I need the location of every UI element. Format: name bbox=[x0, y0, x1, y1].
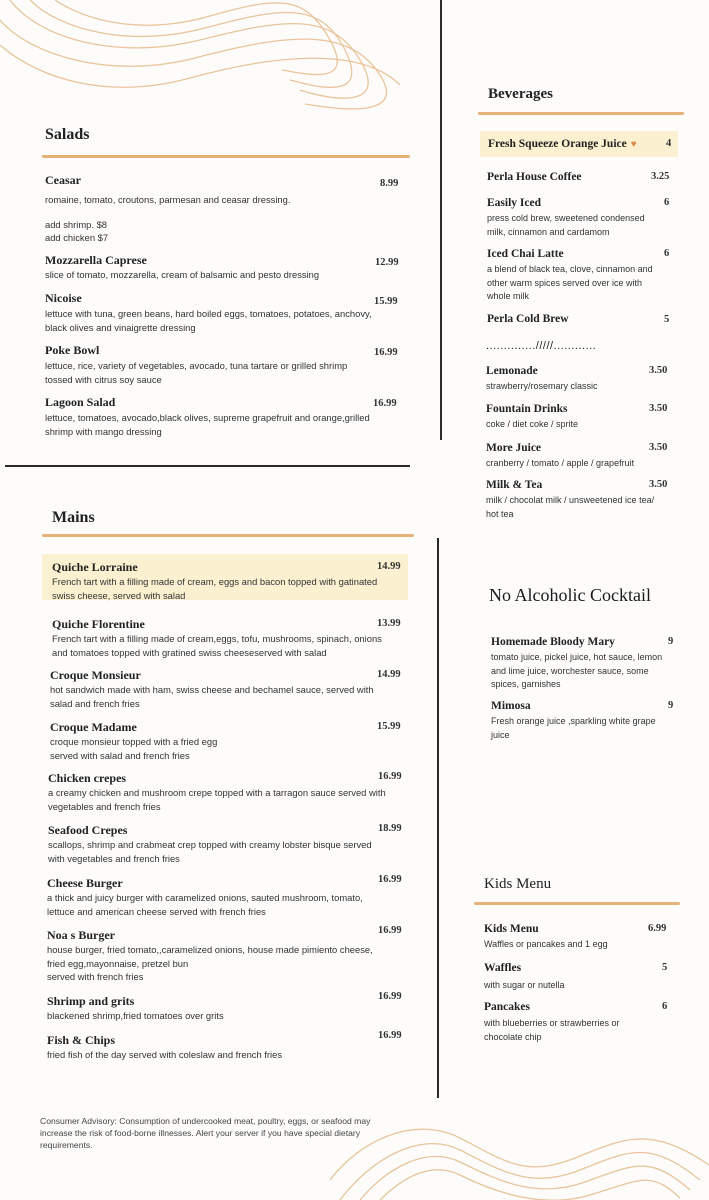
salad-item-nicoise bbox=[45, 291, 400, 334]
item-price: 4 bbox=[666, 138, 672, 149]
item-extra: add chicken $7 bbox=[45, 232, 109, 243]
bev-item-house-coffee bbox=[487, 170, 672, 185]
item-name: Ceasar bbox=[45, 173, 81, 187]
item-desc: milk / chocolat milk / unsweetened ice tea/ bbox=[486, 495, 655, 505]
item-price: 16.99 bbox=[378, 991, 402, 1002]
item-desc: black olives and vinaigrette dressing bbox=[45, 321, 196, 333]
item-name: Croque Monsieur bbox=[50, 668, 141, 682]
advisory-line: increase the risk of food-borne illnesses. Alert your server if you have special dietary bbox=[40, 1128, 361, 1138]
advisory-line: Consumer Advisory: Consumption of undercooked meat, poultry, eggs, or seafood may bbox=[40, 1116, 371, 1126]
cocktail-item-bloody-mary bbox=[491, 635, 676, 691]
item-name: Homemade Bloody Mary bbox=[491, 636, 615, 648]
item-desc: cranberry / tomato / apple / grapefruit bbox=[486, 458, 635, 468]
bev-item-cold-brew bbox=[487, 312, 672, 327]
item-desc: strawberry/rosemary classic bbox=[486, 381, 598, 391]
main-item-quiche-florentine bbox=[52, 617, 402, 659]
item-name: Iced Chai Latte bbox=[487, 248, 564, 260]
item-name: Quiche Florentine bbox=[52, 617, 145, 631]
cocktails-title: No Alcoholic Cocktail bbox=[489, 585, 651, 605]
item-desc: and tomatoes topped with gratined swiss cheeseserved with salad bbox=[52, 646, 327, 658]
salad-item-ceasar bbox=[45, 173, 400, 245]
salads-title: Salads bbox=[45, 126, 90, 143]
item-name: Cheese Burger bbox=[47, 876, 123, 890]
item-price: 6 bbox=[664, 248, 670, 259]
salad-item-caprese bbox=[45, 253, 400, 282]
main-item-quiche-lorraine bbox=[42, 554, 408, 600]
item-name: Waffles bbox=[484, 962, 522, 974]
item-price: 6.99 bbox=[648, 923, 667, 934]
item-price: 9 bbox=[668, 700, 674, 711]
item-name: Perla Cold Brew bbox=[487, 313, 569, 325]
item-price: 16.99 bbox=[378, 874, 402, 885]
item-price: 3.50 bbox=[649, 403, 668, 414]
item-desc: lettuce and american cheese served with french fries bbox=[47, 905, 266, 917]
item-price: 14.99 bbox=[377, 561, 401, 572]
item-desc: tomato juice, pickel juice, hot sauce, lemon bbox=[491, 652, 663, 662]
item-name: Croque Madame bbox=[50, 720, 137, 734]
item-price: 12.99 bbox=[375, 257, 399, 268]
item-name: Poke Bowl bbox=[45, 343, 100, 357]
heart-icon: ♥ bbox=[630, 139, 637, 150]
item-desc: fried fish of the day served with coleslaw and french fries bbox=[47, 1049, 283, 1060]
item-price: 16.99 bbox=[378, 925, 402, 936]
item-desc: fried egg,mayonnaise, pretzel bun bbox=[47, 957, 189, 969]
kids-title: Kids Menu bbox=[484, 876, 552, 892]
item-name: Milk & Tea bbox=[486, 479, 543, 491]
item-desc: lettuce, rice, variety of vegetables, avocado, tuna tartare or grilled shrimp bbox=[45, 360, 348, 371]
contour-decoration-top bbox=[0, 0, 440, 110]
item-desc: other warm spices served over ice with bbox=[487, 277, 643, 288]
beverages-separator: ............../////............ bbox=[486, 340, 597, 352]
item-name: Lagoon Salad bbox=[45, 395, 116, 409]
main-item-chicken-crepes bbox=[48, 771, 400, 813]
kids-item-kids-menu bbox=[484, 922, 674, 951]
item-price: 15.99 bbox=[377, 721, 401, 732]
item-price: 6 bbox=[662, 1001, 668, 1012]
item-name: Seafood Crepes bbox=[48, 823, 128, 837]
item-price: 16.99 bbox=[378, 1030, 402, 1041]
item-desc: juice bbox=[491, 729, 510, 740]
beverages-title: Beverages bbox=[488, 86, 553, 102]
item-name-text: Fresh Squeeze Orange Juice bbox=[488, 138, 627, 150]
item-desc: press cold brew, sweetened condensed bbox=[487, 213, 645, 223]
item-name: Kids Menu bbox=[484, 923, 539, 935]
item-name: Nicoise bbox=[45, 291, 82, 305]
item-price: 16.99 bbox=[373, 398, 397, 409]
bev-item-iced-chai bbox=[487, 247, 672, 303]
item-desc: swiss cheese, served with salad bbox=[52, 589, 186, 601]
item-desc: with blueberries or strawberries or bbox=[484, 1018, 620, 1028]
item-name: Fountain Drinks bbox=[486, 403, 568, 415]
item-name: Noa s Burger bbox=[47, 928, 115, 942]
salad-item-poke-bowl bbox=[45, 343, 400, 386]
item-desc: lettuce, tomatoes, avocado,black olives, supreme grapefruit and orange,grilled bbox=[45, 412, 370, 423]
item-price: 5 bbox=[664, 314, 670, 325]
main-item-seafood-crepes bbox=[48, 823, 400, 865]
bev-item-milk-tea bbox=[486, 478, 676, 520]
item-price: 6 bbox=[664, 197, 670, 208]
item-desc: whole milk bbox=[487, 291, 530, 301]
item-desc: shrimp with mango dressing bbox=[45, 425, 162, 437]
item-price: 14.99 bbox=[377, 669, 401, 680]
item-desc: hot sandwich made with ham, swiss cheese and bechamel sauce, served with bbox=[50, 684, 374, 695]
item-name bbox=[488, 137, 674, 152]
item-extra: add shrimp. $8 bbox=[45, 218, 108, 230]
kids-rule bbox=[474, 902, 680, 905]
item-desc: French tart with a filling made of cream, eggs and bacon topped with gatinated bbox=[52, 576, 378, 587]
item-name: Quiche Lorraine bbox=[52, 560, 138, 574]
item-price: 3.50 bbox=[649, 479, 668, 490]
item-price: 16.99 bbox=[374, 347, 398, 358]
item-desc: a creamy chicken and mushroom crepe topped with a tarragon sauce served with bbox=[48, 787, 386, 798]
item-desc: salad and french fries bbox=[50, 697, 140, 709]
item-price: 16.99 bbox=[378, 771, 402, 782]
item-price: 3.50 bbox=[649, 442, 668, 453]
main-item-noas-burger bbox=[47, 925, 402, 984]
item-desc: a thick and juicy burger with caramelized onions, sauted mushroom, tomato, bbox=[47, 892, 363, 903]
item-price: 15.99 bbox=[374, 296, 398, 307]
main-item-croque-monsieur bbox=[50, 668, 400, 710]
item-name: Perla House Coffee bbox=[487, 171, 582, 183]
item-price: 18.99 bbox=[378, 823, 402, 834]
item-desc: scallops, shrimp and crabmeat crep topped with creamy lobster bisque served bbox=[48, 839, 372, 850]
item-desc: served with french fries bbox=[47, 971, 144, 982]
mains-title: Mains bbox=[52, 509, 95, 526]
advisory-line: requirements. bbox=[40, 1140, 93, 1150]
main-item-fish-chips bbox=[47, 1030, 402, 1062]
salads-rule bbox=[42, 155, 410, 158]
item-desc: vegetables and french fries bbox=[48, 800, 161, 812]
divider-top-center bbox=[440, 0, 442, 440]
item-desc: French tart with a filling made of cream,eggs, tofu, mushrooms, spinach, onions bbox=[52, 633, 382, 644]
main-item-croque-madame bbox=[50, 720, 400, 762]
item-name: Easily Iced bbox=[487, 197, 541, 209]
item-desc: served with salad and french fries bbox=[50, 749, 190, 761]
item-price: 5 bbox=[662, 962, 668, 973]
item-name: Lemonade bbox=[486, 365, 538, 377]
salad-item-lagoon bbox=[45, 395, 400, 438]
item-desc: Fresh orange juice ,sparkling white grape bbox=[491, 716, 656, 726]
item-desc: spices, garnishes bbox=[491, 679, 561, 689]
item-desc: with sugar or nutella bbox=[484, 980, 565, 990]
item-desc: blackened shrimp,fried tomatoes over grits bbox=[47, 1010, 224, 1021]
item-name: Chicken crepes bbox=[48, 771, 127, 785]
mains-rule bbox=[42, 534, 414, 537]
bev-item-more-juice bbox=[486, 441, 671, 470]
item-desc: a blend of black tea, clove, cinnamon and bbox=[487, 264, 653, 274]
item-desc: Waffles or pancakes and 1 egg bbox=[484, 939, 608, 949]
item-desc: tossed with citrus soy sauce bbox=[45, 373, 162, 385]
item-desc: coke / diet coke / sprite bbox=[486, 419, 579, 429]
item-price: 13.99 bbox=[377, 618, 401, 629]
main-item-shrimp-grits bbox=[47, 991, 402, 1023]
item-name: Mimosa bbox=[491, 700, 531, 712]
item-name: Fish & Chips bbox=[47, 1033, 116, 1047]
bev-item-fountain bbox=[486, 402, 671, 431]
salads-mains-divider bbox=[5, 465, 410, 467]
item-price: 8.99 bbox=[380, 178, 399, 189]
bev-item-orange-juice bbox=[480, 131, 678, 157]
item-name: Pancakes bbox=[484, 1001, 530, 1013]
main-item-cheese-burger bbox=[47, 876, 400, 918]
item-name: More Juice bbox=[486, 442, 542, 454]
bev-item-easily-iced bbox=[487, 196, 672, 238]
item-desc: house burger, fried tomato,,caramelized onions, house made pimiento cheese, bbox=[47, 944, 373, 955]
bev-item-lemonade bbox=[486, 364, 671, 393]
item-price: 9 bbox=[668, 636, 674, 647]
beverages-rule bbox=[478, 112, 684, 115]
item-name: Shrimp and grits bbox=[47, 994, 135, 1008]
item-name: Mozzarella Caprese bbox=[45, 253, 147, 267]
divider-bottom-center bbox=[437, 538, 439, 1098]
item-desc: and lime juice, worchester sauce, some bbox=[491, 665, 649, 676]
consumer-advisory bbox=[40, 1115, 410, 1151]
kids-item-pancakes bbox=[484, 1000, 674, 1043]
item-desc: hot tea bbox=[486, 508, 514, 519]
item-desc: with vegetables and french fries bbox=[48, 852, 180, 864]
item-desc: croque monsieur topped with a fried egg bbox=[50, 736, 218, 747]
item-desc: chocolate chip bbox=[484, 1031, 542, 1042]
item-desc: romaine, tomato, croutons, parmesan and ceasar dressing. bbox=[45, 194, 291, 205]
item-price: 3.25 bbox=[651, 171, 670, 182]
item-desc: milk, cinnamon and cardamom bbox=[487, 226, 610, 237]
cocktail-item-mimosa bbox=[491, 699, 676, 741]
item-desc: slice of tomato, mozzarella, cream of balsamic and pesto dressing bbox=[45, 269, 320, 280]
item-desc: lettuce with tuna, green beans, hard boiled eggs, tomatoes, potatoes, anchovy, bbox=[45, 308, 372, 319]
item-price: 3.50 bbox=[649, 365, 668, 376]
kids-item-waffles bbox=[484, 961, 674, 992]
